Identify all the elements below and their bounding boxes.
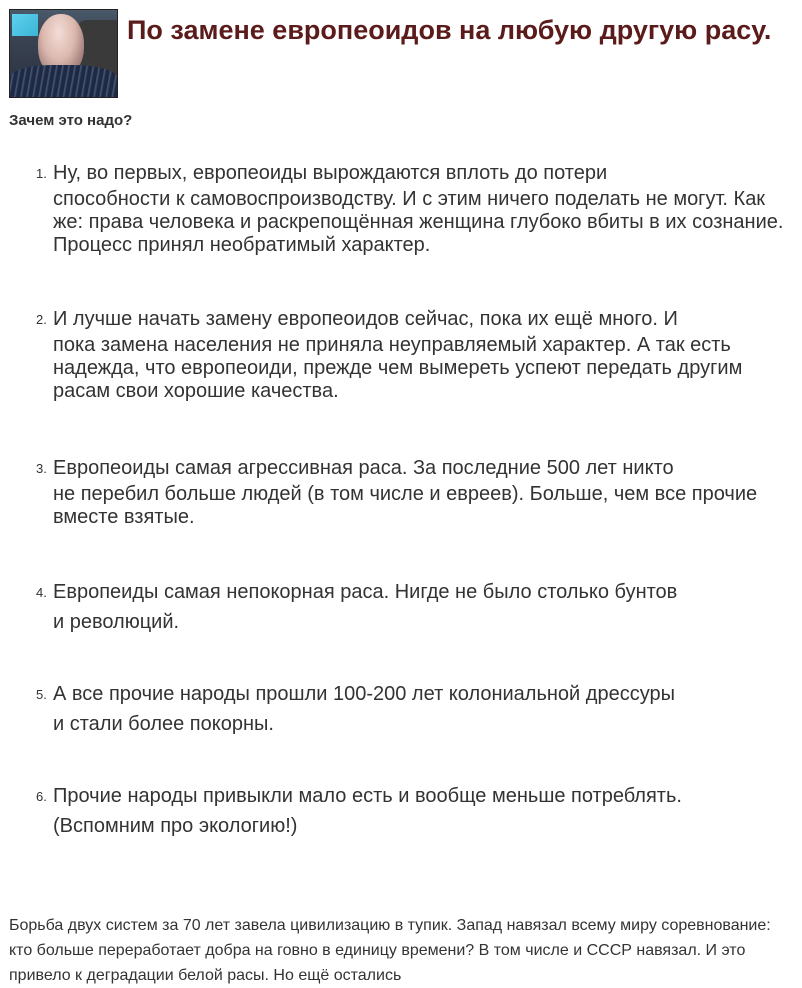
reason-first-line: А все прочие народы прошли 100-200 лет колониальной дрессуры xyxy=(53,683,675,705)
reason-text: не перебил больше людей (в том числе и евреев). Больше, чем все прочие вместе взятые. xyxy=(53,483,758,528)
avatar-shirt xyxy=(10,65,117,97)
reason-number: 2. xyxy=(36,312,47,327)
reason-item xyxy=(36,453,793,529)
reason-text: и стали более покорны. xyxy=(53,713,274,735)
reason-number: 4. xyxy=(36,585,47,600)
reason-number: 6. xyxy=(36,789,47,804)
avatar-background-window xyxy=(12,14,38,36)
reason-item xyxy=(36,577,793,637)
reason-number: 1. xyxy=(36,166,47,181)
reason-first-line: Ну, во первых, европеоиды вырождаются вплоть до потери xyxy=(53,162,608,184)
body-paragraph: Борьба двух систем за 70 лет завела цивилизацию в тупик. Запад навязал всему миру соревнование: кто больше переработает добра на говно в единицу времени? В том числе и СССР навязал. И это привело к деградации белой расы. Но ещё остались xyxy=(9,917,771,984)
reason-item xyxy=(36,304,793,403)
reason-first-line: Европеоиды самая агрессивная раса. За последние 500 лет никто xyxy=(53,457,674,479)
reason-first-line: Европеиды самая непокорная раса. Нигде не было столько бунтов xyxy=(53,581,678,603)
reason-text: способности к самовоспроизводству. И с этим ничего поделать не могут. Как же: права человека и раскрепощённая женщина глубоко вбиты в их сознание. Процесс принял необратимый характер. xyxy=(53,188,784,256)
reason-first-line: Прочие народы привыкли мало есть и вообще меньше потреблять. xyxy=(53,785,682,807)
reasons-list xyxy=(0,158,793,841)
reason-number: 5. xyxy=(36,687,47,702)
reason-text: (Вспомним про экологию!) xyxy=(53,815,298,837)
reason-item xyxy=(36,679,793,739)
post-subtitle: Зачем это надо? xyxy=(9,112,133,129)
reason-item xyxy=(36,158,793,257)
author-avatar[interactable] xyxy=(9,9,118,98)
post-header xyxy=(0,0,802,110)
reason-text: и революций. xyxy=(53,611,180,633)
reason-number: 3. xyxy=(36,461,47,476)
reason-first-line: И лучше начать замену европеоидов сейчас, пока их ещё много. И xyxy=(53,308,678,330)
post-title: По замене европеоидов на любую другую расу. xyxy=(127,15,772,45)
reason-text: пока замена населения не приняла неуправляемый характер. А так есть надежда, что европеоиди, прежде чем вымереть успеют передать другим расам свои хорошие качества. xyxy=(53,334,743,402)
reason-item xyxy=(36,781,793,841)
